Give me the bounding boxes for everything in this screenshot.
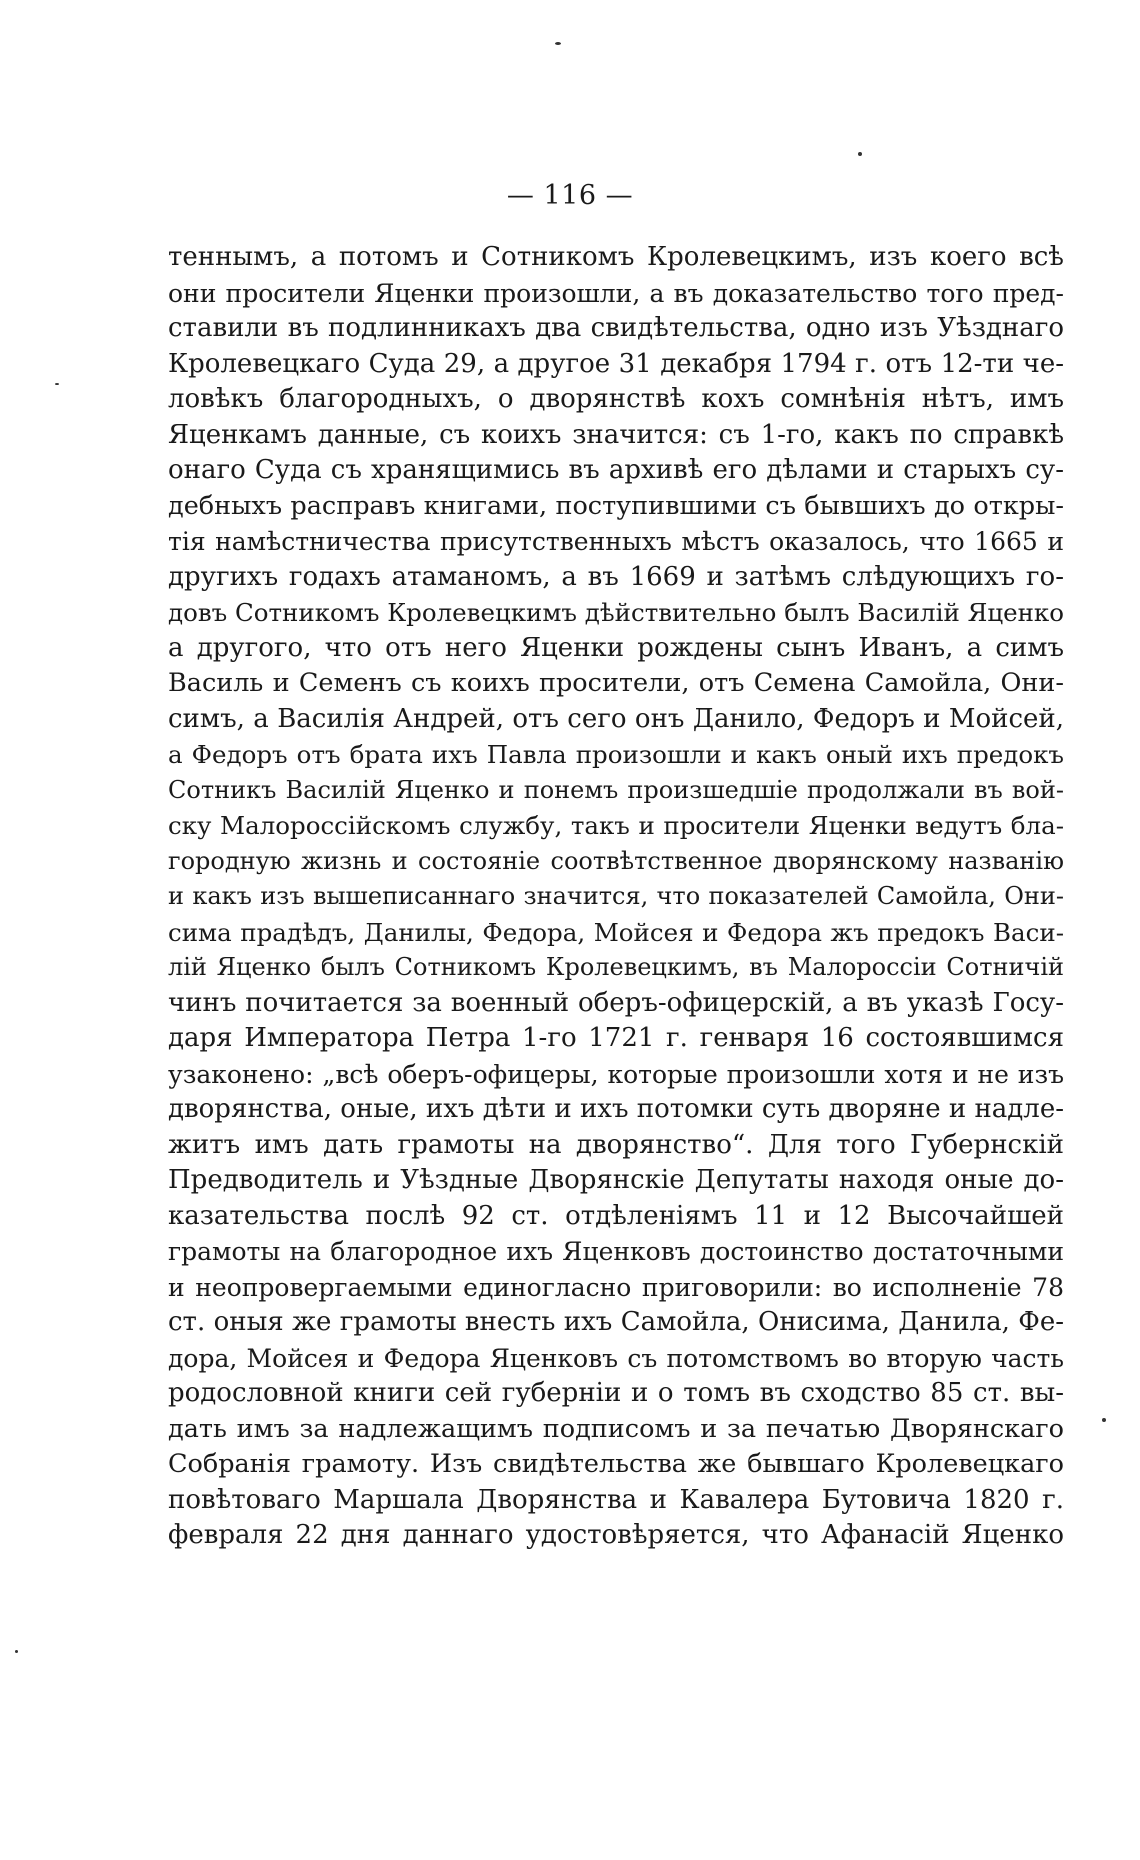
text-line: дать имъ за надлежащимъ подписомъ и за печатью Дворянскаго [168, 1413, 1064, 1444]
text-line: теннымъ, а потомъ и Сотникомъ Кролевецкимъ, изъ коего всѣ [168, 242, 1064, 272]
print-speck [555, 42, 561, 45]
text-line: ску Малороссійскомъ службу, такъ и просители Яценки ведутъ бла- [168, 811, 1064, 840]
print-speck [858, 152, 862, 156]
text-line: Сотникъ Василій Яценко и понемъ произшедшіе продолжали въ вой- [168, 775, 1064, 804]
text-line: Яценкамъ данные, съ коихъ значится: съ 1-го, какъ по справкѣ [168, 419, 1064, 450]
body-text [168, 240, 1064, 1554]
text-line: симъ, а Василія Андрей, отъ сего онъ Данило, Федоръ и Мойсей, [168, 703, 1064, 734]
text-line: тія намѣстничества присутственныхъ мѣстъ оказалось, что 1665 и [168, 527, 1064, 556]
page-number: — 116 — [506, 180, 634, 211]
text-line: февраля 22 дня даннаго удостовѣряется, что Афанасій Яценко [168, 1520, 1064, 1550]
text-line: онаго Суда съ хранящимись въ архивѣ его дѣлами и старыхъ су- [168, 455, 1064, 485]
text-line: другихъ годахъ атаманомъ, а въ 1669 и затѣмъ слѣдующихъ го- [168, 561, 1064, 592]
text-line: узаконено: „всѣ оберъ-офицеры, которые произошли хотя и не изъ [168, 1059, 1064, 1089]
text-line: казательства послѣ 92 ст. отдѣленіямъ 11 и 12 Высочайшей [168, 1200, 1064, 1231]
text-line: и какъ изъ вышеписаннаго значится, что показателей Самойла, Они- [168, 882, 1064, 910]
text-line: повѣтоваго Маршала Дворянства и Кавалера Бутовича 1820 г. [168, 1484, 1064, 1515]
print-speck [1102, 1418, 1106, 1422]
text-line: городную жизнь и состояніе соотвѣтственное дворянскому названію [168, 846, 1064, 875]
print-speck [55, 383, 59, 385]
text-line: дворянства, оные, ихъ дѣти и ихъ потомки суть дворяне и надле- [168, 1094, 1064, 1124]
text-line: даря Императора Петра 1-го 1721 г. генваря 16 состоявшимся [168, 1023, 1064, 1053]
text-line: родословной книги сей губерніи и о томъ въ сходство 85 ст. вы- [168, 1378, 1064, 1408]
text-line: дора, Мойсея и Федора Яценковъ съ потомствомъ во вторую часть [168, 1343, 1064, 1373]
text-line: сима прадѣдъ, Данилы, Федора, Мойсея и Федора жъ предокъ Васи- [168, 917, 1064, 947]
text-line: они просители Яценки произошли, а въ доказательство того пред- [168, 278, 1064, 308]
text-line: ловѣкъ благородныхъ, о дворянствѣ кохъ сомнѣнія нѣтъ, имъ [168, 384, 1064, 414]
text-line: Предводитель и Уѣздные Дворянскіе Депутаты находя оные до- [168, 1165, 1064, 1195]
text-line: житъ имъ дать грамоты на дворянство“. Для того Губернскій [168, 1129, 1064, 1160]
text-line: Василь и Семенъ съ коихъ просители, отъ Семена Самойла, Они- [168, 668, 1064, 698]
text-line: ст. оныя же грамоты внесть ихъ Самойла, Онисима, Данила, Фе- [168, 1307, 1064, 1337]
text-line: грамоты на благородное ихъ Яценковъ достоинство достаточными [168, 1237, 1064, 1266]
text-line: а Федоръ отъ брата ихъ Павла произошли и какъ оный ихъ предокъ [168, 740, 1064, 769]
text-line: и неопровергаемыми единогласно приговорили: во исполненіе 78 [168, 1272, 1064, 1302]
text-line: лій Яценко былъ Сотникомъ Кролевецкимъ, въ Малороссіи Сотничій [168, 953, 1064, 981]
text-line: чинъ почитается за военный оберъ-офицерскій, а въ указѣ Госу- [168, 987, 1064, 1018]
text-line: довъ Сотникомъ Кролевецкимъ дѣйствительно былъ Василій Яценко [168, 598, 1064, 627]
text-line: дебныхъ расправъ книгами, поступившими съ бывшихъ до откры- [168, 490, 1064, 521]
print-speck [15, 1650, 18, 1653]
text-line: Собранія грамоту. Изъ свидѣтельства же бывшаго Кролевецкаго [168, 1449, 1064, 1479]
text-line: Кролевецкаго Суда 29, а другое 31 декабря 1794 г. отъ 12-ти че- [168, 348, 1064, 379]
text-line: а другого, что отъ него Яценки рождены сынъ Иванъ, а симъ [168, 632, 1064, 663]
text-line: ставили въ подлинникахъ два свидѣтельства, одно изъ Уѣзднаго [168, 313, 1064, 343]
